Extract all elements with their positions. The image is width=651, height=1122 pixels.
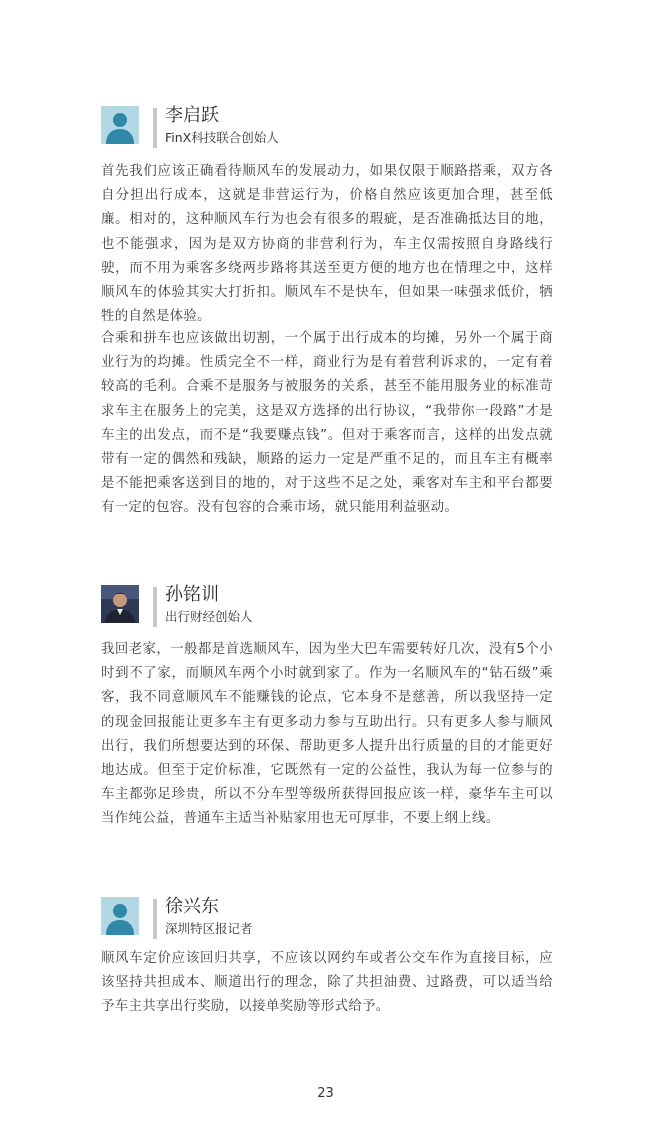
paragraph: 合乘和拼车也应该做出切割，一个属于出行成本的均摊，另外一个属于商业行为的均摊。性质完全不一样，商业行为是有着营利诉求的，一定有着较高的毛利。合乘不是服务与被服务的关系，甚至不能用服务业的标准苛求车主在服务上的完美，这是双方选择的出行协议，“我带你一段路”才是车主的出发点，而不是“我要赚点钱”。但对于乘客而言，这样的出发点就带有一定的偶然和残缺，顺路的运力一定是严重不足的，而且车主有概率是不能把乘客送到目的地的，对于这些不足之处，乘客对车主和平台都要有一定的包容。没有包容的合乘市场，就只能用利益驱动。 [101,331,553,516]
name-divider [153,899,157,939]
page-number: 23 [317,1086,334,1101]
photo-avatar [101,585,139,623]
author-name: 徐兴东 [165,896,219,917]
author-profile-3 [101,897,551,943]
author-title: 深圳特区报记者 [165,921,253,936]
author-title: 出行财经创始人 [165,609,253,624]
paragraph: 顺风车定价应该回归共享，不应该以网约车或者公交车作为直接目标，应该坚持共担成本、顺道出行的理念，除了共担油费、过路费，可以适当给予车主共享出行奖励，以接单奖励等形式给予。 [101,951,553,1015]
author-name: 孙铭训 [165,584,219,605]
author-title: FinX科技联合创始人 [165,130,279,145]
paragraph: 我回老家，一般都是首选顺风车，因为坐大巴车需要转好几次，没有5个小时到不了家，而顺风车两个小时就到家了。作为一名顺风车的“钻石级”乘客，我不同意顺风车不能赚钱的论点，它本身不是慈善，所以我坚持一定的现金回报能让更多车主有更多动力参与互助出行。只有更多人参与顺风出行，我们所想要达到的环保、帮助更多人提升出行质量的目的才能更好地达成。但至于定价标准，它既然有一定的公益性，我认为每一位参与的车主都弥足珍贵，所以不分车型等级所获得回报应该一样，豪华车主可以当作纯公益，普通车主适当补贴家用也无可厚非，不要上纲上线。 [101,642,553,827]
name-divider [153,587,157,627]
paragraph: 首先我们应该正确看待顺风车的发展动力，如果仅限于顺路搭乘，双方各自分担出行成本，这就是非营运行为，价格自然应该更加合理，甚至低廉。相对的，这种顺风车行为也会有很多的瑕疵，是否准确抵达目的地，也不能强求，因为是双方协商的非营利行为，车主仅需按照自身路线行驶，而不用为乘客多绕两步路将其送至更方便的地方也在情理之中，这样顺风车的体验其实大打折扣。顺风车不是快车，但如果一味强求低价，牺牲的自然是体验。 [101,164,553,325]
default-avatar-icon [101,897,139,935]
name-divider [153,108,157,148]
default-avatar-icon [101,106,139,144]
author-name: 李启跃 [165,105,219,126]
author-profile-1 [101,106,551,152]
author-profile-2 [101,585,551,631]
